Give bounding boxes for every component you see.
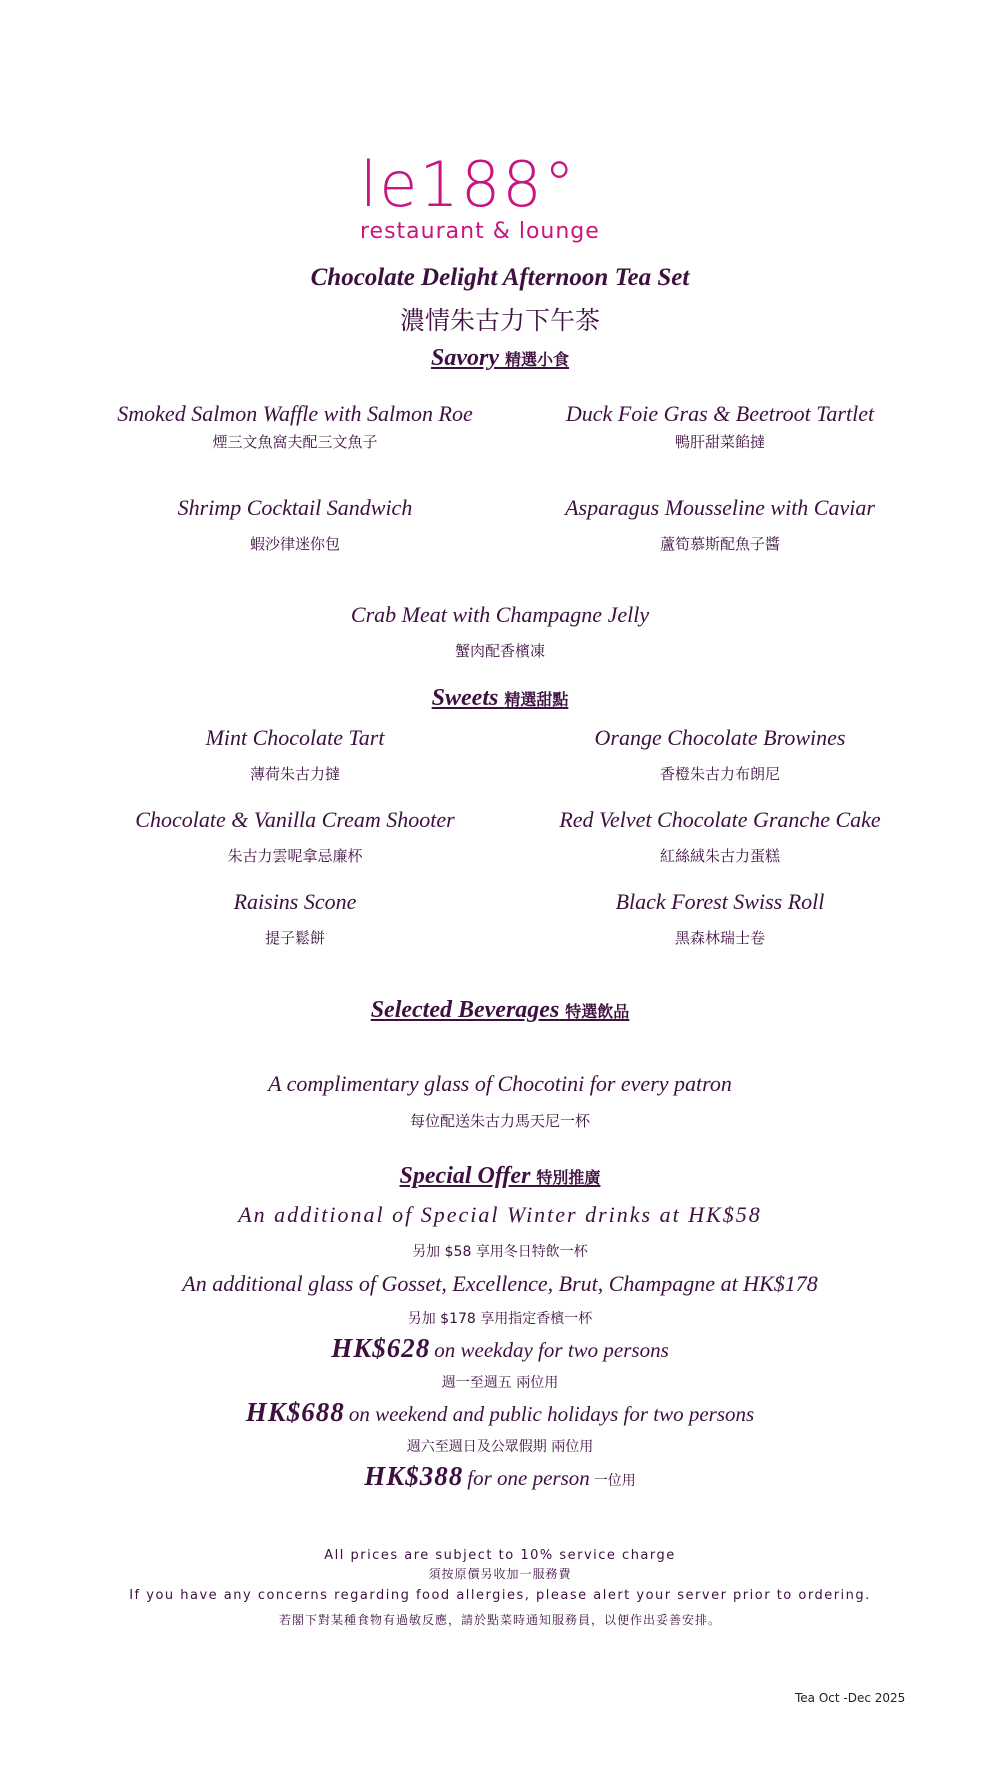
sweets-heading-en: Sweets xyxy=(431,685,499,711)
menu-item-en: Orange Chocolate Browines xyxy=(594,725,846,750)
offer-heading xyxy=(0,1163,1000,1190)
menu-item-zh: 鴨肝甜菜餡撻 xyxy=(674,433,765,451)
offer-heading-zh: 特別推廣 xyxy=(536,1168,601,1187)
beverages-heading-zh: 特選飲品 xyxy=(565,1002,630,1021)
menu-item-zh: 香橙朱古力布朗尼 xyxy=(659,765,780,783)
menu-version-stamp: Tea Oct -Dec 2025 xyxy=(795,1691,906,1705)
offer-winter-zh: 另加 $58 享用冬日特飲一杯 xyxy=(412,1244,588,1260)
menu-item-en: Black Forest Swiss Roll xyxy=(615,889,825,914)
menu-item xyxy=(510,889,930,948)
offer-champagne-en: An additional glass of Gosset, Excellence, Brut, Champagne at HK$178 xyxy=(182,1271,818,1296)
menu-item xyxy=(85,401,505,452)
menu-item-en: Smoked Salmon Waffle with Salmon Roe xyxy=(117,401,473,426)
beverages-heading-en: Selected Beverages xyxy=(370,997,560,1023)
price-desc: on weekday for two persons xyxy=(434,1338,669,1362)
price-amount: HK$628 xyxy=(331,1333,431,1363)
menu-item xyxy=(85,495,505,554)
savory-heading xyxy=(0,345,1000,372)
price-weekday xyxy=(0,1333,1000,1364)
menu-item-en: Crab Meat with Champagne Jelly xyxy=(350,602,650,627)
menu-title-en: Chocolate Delight Afternoon Tea Set xyxy=(310,264,690,291)
beverages-heading xyxy=(0,997,1000,1024)
menu-item-en: Duck Foie Gras & Beetroot Tartlet xyxy=(565,401,875,426)
logo-tagline: restaurant & lounge xyxy=(360,219,600,244)
menu-item-en: Red Velvet Chocolate Granche Cake xyxy=(559,807,881,832)
menu-item xyxy=(510,401,930,452)
allergy-note-en: If you have any concerns regarding food allergies, please alert your server prior to ordering. xyxy=(129,1588,871,1603)
menu-item xyxy=(510,495,930,554)
restaurant-logo xyxy=(355,148,655,248)
price-amount: HK$388 xyxy=(364,1461,464,1491)
menu-item-zh: 蝦沙律迷你包 xyxy=(249,535,340,553)
beverage-line-zh: 每位配送朱古力馬天尼一杯 xyxy=(409,1112,590,1130)
allergy-note-zh: 若閣下對某種食物有過敏反應，請於點菜時通知服務員，以便作出妥善安排。 xyxy=(278,1613,721,1627)
menu-item xyxy=(510,807,930,866)
price-desc: on weekend and public holidays for two persons xyxy=(348,1402,755,1426)
service-charge-note-zh: 須按原價另收加一服務費 xyxy=(428,1567,572,1581)
menu-item xyxy=(85,889,505,948)
offer-heading-en: Special Offer xyxy=(399,1163,531,1189)
logo-brand: le188° xyxy=(360,148,577,221)
price-weekday-zh: 週一至週五 兩位用 xyxy=(441,1375,559,1391)
menu-item-en: Shrimp Cocktail Sandwich xyxy=(177,495,413,520)
savory-heading-zh: 精選小食 xyxy=(504,350,569,369)
menu-item xyxy=(510,725,930,784)
menu-item-zh: 紅絲絨朱古力蛋糕 xyxy=(659,847,780,865)
beverage-line-en: A complimentary glass of Chocotini for every patron xyxy=(268,1071,732,1096)
menu-item-en: Chocolate & Vanilla Cream Shooter xyxy=(135,807,455,832)
offer-champagne-zh: 另加 $178 享用指定香檳一杯 xyxy=(407,1311,593,1327)
menu-item-zh: 蟹肉配香檳凍 xyxy=(454,642,545,660)
menu-item xyxy=(85,807,505,866)
menu-item-zh: 薄荷朱古力撻 xyxy=(249,765,340,783)
price-weekend xyxy=(0,1397,1000,1428)
price-single-zh: 一位用 xyxy=(593,1473,636,1489)
service-charge-note-en: All prices are subject to 10% service charge xyxy=(324,1548,676,1563)
offer-winter-en: An additional of Special Winter drinks at HK$58 xyxy=(238,1202,762,1227)
menu-item-zh: 朱古力雲呢拿忌廉杯 xyxy=(227,847,363,865)
menu-item-zh: 黑森林瑞士卷 xyxy=(674,929,765,947)
menu-item-en: Asparagus Mousseline with Caviar xyxy=(565,495,875,520)
menu-item-en: Mint Chocolate Tart xyxy=(205,725,385,750)
price-amount: HK$688 xyxy=(245,1397,345,1427)
price-weekend-zh: 週六至週日及公眾假期 兩位用 xyxy=(406,1439,594,1455)
menu-title-zh: 濃情朱古力下午茶 xyxy=(399,306,600,335)
sweets-heading xyxy=(0,685,1000,712)
savory-heading-en: Savory xyxy=(430,345,499,371)
menu-item xyxy=(85,725,505,784)
menu-item-zh: 蘆筍慕斯配魚子醬 xyxy=(659,535,780,553)
price-desc: for one person xyxy=(467,1466,590,1490)
menu-item-zh: 煙三文魚窩夫配三文魚子 xyxy=(212,433,378,451)
sweets-heading-zh: 精選甜點 xyxy=(504,690,569,709)
menu-item-zh: 提子鬆餅 xyxy=(264,929,325,947)
price-single xyxy=(0,1461,1000,1492)
menu-item-en: Raisins Scone xyxy=(233,889,357,914)
menu-item xyxy=(0,602,1000,661)
